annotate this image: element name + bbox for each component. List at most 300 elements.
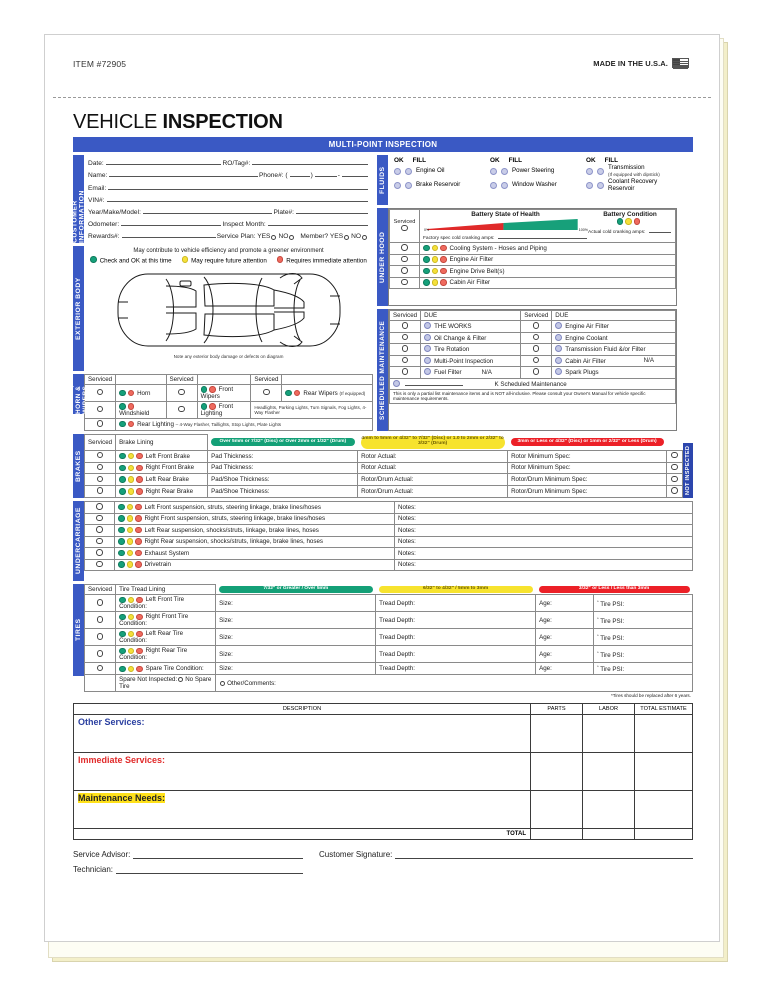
cell-lf-rotor[interactable]: [358, 450, 508, 462]
input-odometer[interactable]: [121, 219, 221, 226]
parts-total[interactable]: [531, 829, 583, 840]
label-other-services[interactable]: Other Services:: [74, 715, 531, 753]
checkbox-icon[interactable]: [671, 464, 678, 471]
green-dot-icon[interactable]: [119, 403, 126, 410]
yellow-dot-icon[interactable]: [127, 550, 134, 557]
radio-member-no[interactable]: [362, 235, 367, 240]
red-dot-icon[interactable]: [136, 476, 143, 483]
checkbox-icon[interactable]: [402, 357, 409, 364]
cell-tire-rotation[interactable]: [421, 344, 521, 356]
serviced-uc-1[interactable]: [85, 513, 115, 525]
status-dots[interactable]: [119, 648, 143, 655]
serviced-uc-0[interactable]: [85, 502, 115, 514]
fluid-coolant-recovery[interactable]: [586, 179, 682, 192]
notes-uc-2[interactable]: [395, 525, 693, 537]
serviced-right-rear-brake[interactable]: [85, 486, 116, 498]
ok-checkbox-icon[interactable]: [586, 168, 593, 175]
cell-right-front-brake[interactable]: [116, 462, 208, 474]
cell-left-rear-brake[interactable]: [116, 474, 208, 486]
status-dots[interactable]: [118, 515, 142, 522]
cell-fuel-filter[interactable]: [421, 367, 521, 379]
green-dot-icon[interactable]: [119, 597, 126, 604]
cell-lr-min[interactable]: [508, 474, 667, 486]
red-dot-icon[interactable]: [294, 390, 301, 397]
status-dots[interactable]: [119, 453, 143, 460]
checkbox-icon[interactable]: [96, 549, 103, 556]
ok-checkbox-icon[interactable]: [490, 168, 497, 175]
red-dot-icon[interactable]: [440, 279, 447, 286]
cell-tire-1[interactable]: [116, 612, 216, 629]
green-dot-icon[interactable]: [118, 538, 125, 545]
checkbox-icon[interactable]: [97, 650, 104, 657]
size-tire-1[interactable]: [216, 612, 376, 629]
parts-maintenance-needs[interactable]: [531, 791, 583, 829]
checkbox-icon[interactable]: [97, 599, 104, 606]
cell-rf-rotor[interactable]: [358, 462, 508, 474]
status-dots[interactable]: [119, 614, 143, 621]
red-dot-icon[interactable]: [136, 614, 143, 621]
status-dots[interactable]: [119, 403, 134, 410]
serviced-transmission-fluid[interactable]: [521, 344, 552, 356]
psi-tire-2[interactable]: [594, 629, 693, 646]
checkbox-no-spare-tire[interactable]: [178, 677, 183, 682]
radio-service-plan-no[interactable]: [289, 235, 294, 240]
fluid-transmission[interactable]: [586, 165, 682, 178]
status-dots[interactable]: [118, 504, 142, 511]
yellow-dot-icon[interactable]: [625, 218, 632, 225]
cell-other-comments[interactable]: [216, 675, 693, 692]
size-tire-3[interactable]: [216, 646, 376, 663]
cell-rear-wipers[interactable]: [282, 385, 373, 402]
tread-tire-0[interactable]: [376, 595, 536, 612]
checkbox-icon[interactable]: [97, 633, 104, 640]
red-dot-icon[interactable]: [136, 597, 143, 604]
serviced-multi-point[interactable]: [390, 355, 421, 367]
labor-total[interactable]: [583, 829, 635, 840]
status-dots[interactable]: [118, 561, 142, 568]
checkbox-icon[interactable]: [97, 487, 104, 494]
green-dot-icon[interactable]: [119, 476, 126, 483]
label-immediate-services[interactable]: Immediate Services:: [74, 753, 531, 791]
red-dot-icon[interactable]: [136, 465, 143, 472]
cell-transmission-fluid[interactable]: [552, 344, 676, 356]
notes-uc-4[interactable]: [395, 548, 693, 560]
red-dot-icon[interactable]: [128, 390, 135, 397]
size-tire-0[interactable]: [216, 595, 376, 612]
checkbox-icon[interactable]: [671, 452, 678, 459]
age-tire-3[interactable]: [536, 646, 594, 663]
serviced-cooling-system[interactable]: [390, 243, 420, 255]
input-ro-tag[interactable]: [252, 158, 368, 165]
status-dots[interactable]: [119, 488, 143, 495]
yellow-dot-icon[interactable]: [128, 666, 135, 673]
yellow-dot-icon[interactable]: [128, 465, 135, 472]
status-dots[interactable]: [119, 597, 143, 604]
red-dot-icon[interactable]: [135, 527, 142, 534]
green-dot-icon[interactable]: [423, 268, 430, 275]
yellow-dot-icon[interactable]: [128, 597, 135, 604]
green-dot-icon[interactable]: [119, 614, 126, 621]
checkbox-icon[interactable]: [97, 616, 104, 623]
yellow-dot-icon[interactable]: [128, 476, 135, 483]
cell-uc-1[interactable]: [115, 513, 395, 525]
cell-k-scheduled[interactable]: [390, 378, 676, 389]
battery-condition-dots[interactable]: [617, 218, 641, 225]
cell-cabin-air-filter[interactable]: [420, 277, 676, 289]
green-dot-icon[interactable]: [423, 256, 430, 263]
green-dot-icon[interactable]: [119, 390, 126, 397]
cell-left-front-brake[interactable]: [116, 450, 208, 462]
total-maintenance-needs[interactable]: [635, 791, 693, 829]
green-dot-icon[interactable]: [617, 218, 624, 225]
input-factory-spec[interactable]: [498, 232, 587, 239]
checkbox-icon[interactable]: [96, 526, 103, 533]
notes-uc-3[interactable]: [395, 536, 693, 548]
input-vin[interactable]: [107, 195, 369, 202]
input-plate[interactable]: [296, 207, 368, 214]
labor-immediate-services[interactable]: [583, 753, 635, 791]
checkbox-icon[interactable]: [401, 244, 408, 251]
checkbox-icon[interactable]: [533, 334, 540, 341]
checkbox-icon[interactable]: [97, 476, 104, 483]
input-phone-area[interactable]: [290, 170, 310, 177]
serviced-rear-lighting[interactable]: [85, 419, 116, 431]
serviced-tire-1[interactable]: [85, 612, 116, 629]
green-dot-icon[interactable]: [118, 515, 125, 522]
checkbox-icon[interactable]: [96, 561, 103, 568]
radio-service-plan-yes[interactable]: [271, 235, 276, 240]
fluid-brake-reservoir[interactable]: [394, 182, 490, 189]
yellow-dot-icon[interactable]: [127, 527, 134, 534]
red-dot-icon[interactable]: [128, 421, 135, 428]
total-total[interactable]: [635, 829, 693, 840]
checkbox-icon[interactable]: [671, 476, 678, 483]
cell-rear-lighting[interactable]: [116, 419, 373, 431]
red-dot-icon[interactable]: [135, 561, 142, 568]
ok-checkbox-icon[interactable]: [394, 182, 401, 189]
input-phone-prefix[interactable]: [315, 170, 337, 177]
cell-uc-2[interactable]: [115, 525, 395, 537]
green-dot-icon[interactable]: [285, 390, 292, 397]
cell-rr-min[interactable]: [508, 486, 667, 498]
checkbox-icon[interactable]: [533, 357, 540, 364]
checkbox-icon[interactable]: [401, 267, 408, 274]
cell-rf-min[interactable]: [508, 462, 667, 474]
status-dots[interactable]: [119, 390, 134, 397]
serviced-left-front-brake[interactable]: [85, 450, 116, 462]
checkbox-icon[interactable]: [178, 406, 185, 413]
cell-front-lighting[interactable]: [197, 402, 251, 419]
checkbox-icon[interactable]: [402, 334, 409, 341]
ok-checkbox-icon[interactable]: [490, 182, 497, 189]
status-dots[interactable]: [118, 527, 142, 534]
tread-tire-1[interactable]: [376, 612, 536, 629]
cell-rf-pad[interactable]: [208, 462, 358, 474]
cell-rr-pad[interactable]: [208, 486, 358, 498]
green-dot-icon[interactable]: [119, 666, 126, 673]
cell-horn[interactable]: [116, 385, 166, 402]
checkbox-icon[interactable]: [96, 503, 103, 510]
serviced-engine-coolant[interactable]: [521, 332, 552, 344]
checkbox-icon[interactable]: [97, 389, 104, 396]
checkbox-icon[interactable]: [96, 515, 103, 522]
battery-serviced-cell[interactable]: [390, 210, 420, 243]
red-dot-icon[interactable]: [209, 403, 216, 410]
cell-uc-3[interactable]: [115, 536, 395, 548]
checkbox-icon[interactable]: [96, 538, 103, 545]
green-dot-icon[interactable]: [423, 279, 430, 286]
tread-tire-2[interactable]: [376, 629, 536, 646]
red-dot-icon[interactable]: [128, 403, 135, 410]
red-dot-icon[interactable]: [634, 218, 641, 225]
green-dot-icon[interactable]: [119, 421, 126, 428]
status-dots[interactable]: [423, 256, 447, 263]
age-tire-0[interactable]: [536, 595, 594, 612]
serviced-the-works[interactable]: [390, 321, 421, 333]
status-dots[interactable]: [423, 279, 447, 286]
yellow-dot-icon[interactable]: [127, 504, 134, 511]
serviced-oil-change[interactable]: [390, 332, 421, 344]
cell-uc-4[interactable]: [115, 548, 395, 560]
serviced-engine-drive-belts[interactable]: [390, 266, 420, 278]
fill-checkbox-icon[interactable]: [597, 182, 604, 189]
green-dot-icon[interactable]: [119, 465, 126, 472]
input-technician[interactable]: [116, 865, 303, 874]
checkbox-icon[interactable]: [401, 279, 408, 286]
checkbox-icon[interactable]: [97, 420, 104, 427]
red-dot-icon[interactable]: [135, 515, 142, 522]
age-tire-2[interactable]: [536, 629, 594, 646]
red-dot-icon[interactable]: [135, 538, 142, 545]
yellow-dot-icon[interactable]: [432, 268, 439, 275]
serviced-cabin-air-filter-sm[interactable]: [521, 355, 552, 367]
green-dot-icon[interactable]: [119, 453, 126, 460]
input-service-advisor[interactable]: [133, 850, 303, 859]
fluid-engine-oil[interactable]: [394, 168, 490, 175]
serviced-tire-3[interactable]: [85, 646, 116, 663]
cell-engine-drive-belts[interactable]: [420, 266, 676, 278]
checkbox-icon[interactable]: [401, 225, 408, 232]
serviced-uc-3[interactable]: [85, 536, 115, 548]
cell-lr-rotor[interactable]: [358, 474, 508, 486]
serviced-cabin-air-filter[interactable]: [390, 277, 420, 289]
checkbox-icon[interactable]: [97, 464, 104, 471]
yellow-dot-icon[interactable]: [128, 453, 135, 460]
battery-condition-group[interactable]: [588, 218, 672, 235]
maintenance-needs-cell[interactable]: [74, 791, 531, 829]
red-dot-icon[interactable]: [135, 550, 142, 557]
yellow-dot-icon[interactable]: [127, 515, 134, 522]
input-phone-line[interactable]: [342, 170, 368, 177]
psi-tire-4[interactable]: [594, 663, 693, 675]
cell-uc-5[interactable]: [115, 559, 395, 571]
status-dots[interactable]: [119, 666, 143, 673]
psi-tire-3[interactable]: [594, 646, 693, 663]
notes-uc-5[interactable]: [395, 559, 693, 571]
parts-immediate-services[interactable]: [531, 753, 583, 791]
fluid-window-washer[interactable]: [490, 182, 586, 189]
cell-multi-point[interactable]: [421, 355, 521, 367]
psi-tire-1[interactable]: [594, 612, 693, 629]
red-dot-icon[interactable]: [136, 453, 143, 460]
cell-engine-coolant[interactable]: [552, 332, 676, 344]
checkbox-icon[interactable]: [402, 322, 409, 329]
checkbox-icon[interactable]: [533, 368, 540, 375]
red-dot-icon[interactable]: [440, 245, 447, 252]
checkbox-other-comments[interactable]: [220, 681, 225, 686]
checkbox-icon[interactable]: [178, 389, 185, 396]
serviced-front-lighting[interactable]: [166, 402, 197, 419]
input-inspect-month[interactable]: [268, 219, 368, 226]
red-dot-icon[interactable]: [440, 268, 447, 275]
fill-checkbox-icon[interactable]: [405, 182, 412, 189]
serviced-windshield[interactable]: [85, 402, 116, 419]
yellow-dot-icon[interactable]: [127, 561, 134, 568]
fill-checkbox-icon[interactable]: [405, 168, 412, 175]
status-dots[interactable]: [423, 268, 447, 275]
status-dots[interactable]: [119, 465, 143, 472]
tread-tire-4[interactable]: [376, 663, 536, 675]
cell-spark-plugs[interactable]: [552, 367, 676, 379]
yellow-dot-icon[interactable]: [432, 279, 439, 286]
serviced-uc-4[interactable]: [85, 548, 115, 560]
red-dot-icon[interactable]: [440, 256, 447, 263]
status-dots[interactable]: [119, 631, 143, 638]
not-inspected-lf[interactable]: [667, 450, 683, 462]
green-dot-icon[interactable]: [118, 550, 125, 557]
status-dots[interactable]: [118, 550, 142, 557]
input-date[interactable]: [106, 158, 222, 165]
notes-uc-0[interactable]: [395, 502, 693, 514]
serviced-engine-air-filter-sm[interactable]: [521, 321, 552, 333]
not-inspected-lr[interactable]: [667, 474, 683, 486]
ok-checkbox-icon[interactable]: [586, 182, 593, 189]
not-inspected-rr[interactable]: [667, 486, 683, 498]
total-immediate-services[interactable]: [635, 753, 693, 791]
cell-right-rear-brake[interactable]: [116, 486, 208, 498]
checkbox-icon[interactable]: [402, 368, 409, 375]
cell-uc-0[interactable]: [115, 502, 395, 514]
green-dot-icon[interactable]: [119, 488, 126, 495]
cell-lr-pad[interactable]: [208, 474, 358, 486]
input-k-value[interactable]: [405, 380, 463, 386]
yellow-dot-icon[interactable]: [432, 256, 439, 263]
labor-other-services[interactable]: [583, 715, 635, 753]
cell-oil-change[interactable]: [421, 332, 521, 344]
input-customer-signature[interactable]: [395, 850, 693, 859]
red-dot-icon[interactable]: [136, 648, 143, 655]
status-dots[interactable]: [118, 538, 142, 545]
checkbox-icon[interactable]: [401, 256, 408, 263]
car-top-view-diagram-icon[interactable]: [104, 266, 354, 354]
green-dot-icon[interactable]: [118, 527, 125, 534]
green-dot-icon[interactable]: [201, 403, 208, 410]
cell-front-wipers[interactable]: [197, 385, 251, 402]
cell-lf-min[interactable]: [508, 450, 667, 462]
serviced-right-front-brake[interactable]: [85, 462, 116, 474]
serviced-spark-plugs[interactable]: [521, 367, 552, 379]
checkbox-icon[interactable]: [97, 406, 104, 413]
serviced-fuel-filter[interactable]: [390, 367, 421, 379]
fill-checkbox-icon[interactable]: [501, 182, 508, 189]
red-dot-icon[interactable]: [136, 631, 143, 638]
parts-other-services[interactable]: [531, 715, 583, 753]
yellow-dot-icon[interactable]: [128, 614, 135, 621]
checkbox-icon[interactable]: [263, 389, 270, 396]
checkbox-icon[interactable]: [533, 345, 540, 352]
yellow-dot-icon[interactable]: [127, 538, 134, 545]
yellow-dot-icon[interactable]: [128, 631, 135, 638]
cell-cooling-system[interactable]: [420, 243, 676, 255]
input-email[interactable]: [108, 183, 368, 190]
yellow-dot-icon[interactable]: [432, 245, 439, 252]
cell-cabin-air-filter-sm[interactable]: [552, 355, 676, 367]
status-dots[interactable]: [119, 476, 143, 483]
cell-the-works[interactable]: [421, 321, 521, 333]
serviced-left-rear-brake[interactable]: [85, 474, 116, 486]
labor-maintenance-needs[interactable]: [583, 791, 635, 829]
age-tire-1[interactable]: [536, 612, 594, 629]
vehicle-diagram-wrap[interactable]: [84, 266, 373, 354]
green-dot-icon[interactable]: [119, 631, 126, 638]
cell-engine-air-filter[interactable]: [420, 254, 676, 266]
yellow-dot-icon[interactable]: [128, 488, 135, 495]
cell-rr-rotor[interactable]: [358, 486, 508, 498]
serviced-tire-0[interactable]: [85, 595, 116, 612]
serviced-front-wipers[interactable]: [166, 385, 197, 402]
checkbox-icon[interactable]: [402, 345, 409, 352]
checkbox-icon[interactable]: [97, 665, 104, 672]
total-other-services[interactable]: [635, 715, 693, 753]
cell-spare-not-inspected[interactable]: [116, 675, 216, 692]
size-tire-2[interactable]: [216, 629, 376, 646]
input-rewards[interactable]: [122, 231, 216, 238]
green-dot-icon[interactable]: [118, 504, 125, 511]
status-dots[interactable]: [201, 386, 216, 393]
status-dots[interactable]: [119, 421, 134, 428]
fill-checkbox-icon[interactable]: [597, 168, 604, 175]
age-tire-4[interactable]: [536, 663, 594, 675]
cell-windshield[interactable]: [116, 402, 166, 419]
red-dot-icon[interactable]: [136, 666, 143, 673]
cell-tire-0[interactable]: [116, 595, 216, 612]
red-dot-icon[interactable]: [135, 504, 142, 511]
radio-member-yes[interactable]: [344, 235, 349, 240]
checkbox-icon[interactable]: [533, 322, 540, 329]
cell-lf-pad[interactable]: [208, 450, 358, 462]
input-year-make-model[interactable]: [143, 207, 273, 214]
serviced-tire-rotation[interactable]: [390, 344, 421, 356]
serviced-tire-4[interactable]: [85, 663, 116, 675]
not-inspected-rf[interactable]: [667, 462, 683, 474]
input-actual-spec[interactable]: [649, 226, 671, 233]
checkbox-icon[interactable]: [671, 487, 678, 494]
green-dot-icon[interactable]: [118, 561, 125, 568]
green-dot-icon[interactable]: [423, 245, 430, 252]
serviced-uc-5[interactable]: [85, 559, 115, 571]
checkbox-icon[interactable]: [97, 452, 104, 459]
size-tire-4[interactable]: [216, 663, 376, 675]
input-name[interactable]: [109, 170, 258, 177]
green-dot-icon[interactable]: [201, 386, 208, 393]
cell-engine-air-filter-sm[interactable]: [552, 321, 676, 333]
notes-uc-1[interactable]: [395, 513, 693, 525]
serviced-tire-2[interactable]: [85, 629, 116, 646]
status-dots[interactable]: [285, 390, 300, 397]
cell-tire-4[interactable]: [116, 663, 216, 675]
cell-tire-3[interactable]: [116, 646, 216, 663]
cell-tire-2[interactable]: [116, 629, 216, 646]
